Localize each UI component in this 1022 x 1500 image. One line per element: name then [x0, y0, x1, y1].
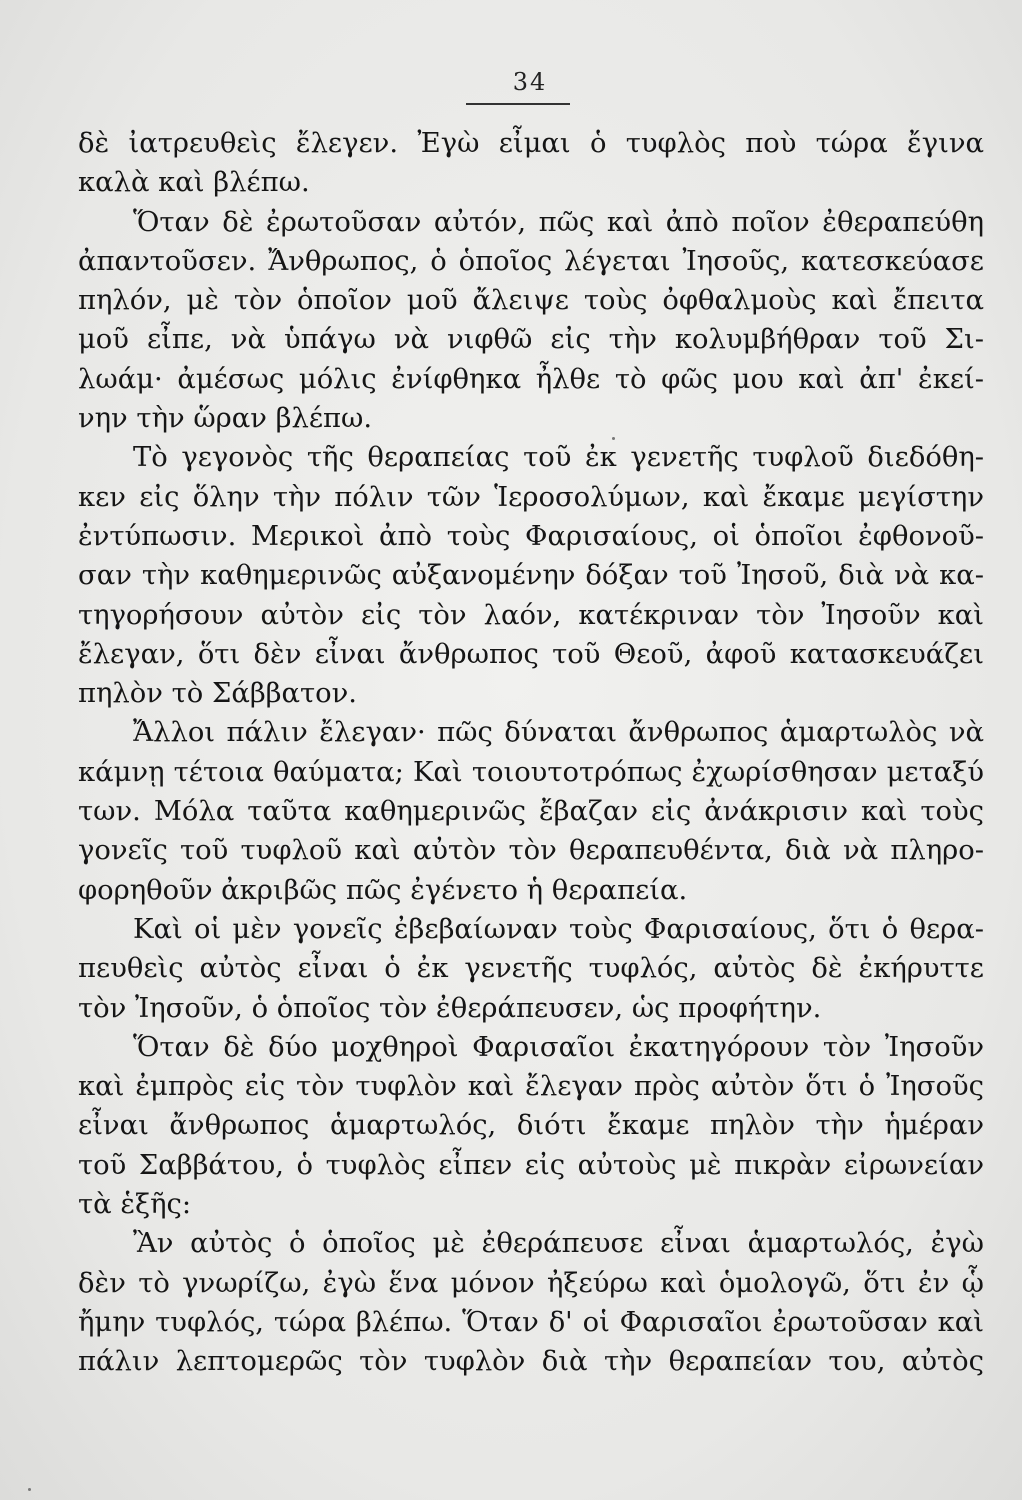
text-line: νην τὴν ὥραν βλέπω.: [78, 403, 373, 435]
text-line: πευθεὶς αὐτὸς εἶναι ὁ ἐκ γενετῆς τυφλός, αὐτὸς δὲ ἐκήρυττε: [78, 953, 984, 985]
paper-speck: [28, 1488, 31, 1491]
text-line: φορηθοῦν ἀκριβῶς πῶς ἐγένετο ἡ θεραπεία.: [78, 874, 688, 906]
page-number: 34: [512, 68, 548, 96]
text-line: καὶ ἐμπρὸς εἰς τὸν τυφλὸν καὶ ἔλεγαν πρὸς αὐτὸν ὅτι ὁ Ἰησοῦς: [78, 1071, 984, 1103]
text-line: δὲ ἰατρευθεὶς ἔλεγεν. Ἐγὼ εἶμαι ὁ τυφλὸς ποὺ τώρα ἔγινα: [78, 128, 984, 159]
text-line: Ἄλλοι πάλιν ἔλεγαν· πῶς δύναται ἄνθρωπος ἁμαρτωλὸς νὰ: [133, 717, 984, 749]
text-line: Καὶ οἱ μὲν γονεῖς ἐβεβαίωναν τοὺς Φαρισαίους, ὅτι ὁ θερα-: [133, 913, 984, 945]
text-line: ἔλεγαν, ὅτι δὲν εἶναι ἄνθρωπος τοῦ Θεοῦ, ἀφοῦ κατασκευάζει: [78, 638, 984, 670]
text-line: πηλόν, μὲ τὸν ὁποῖον μοῦ ἄλειψε τοὺς ὀφθαλμοὺς καὶ ἔπειτα: [78, 285, 984, 317]
text-line: Τὸ γεγονὸς τῆς θεραπείας τοῦ ἐκ γενετῆς τυφλοῦ διεδόθη-: [133, 442, 984, 474]
text-line: πάλιν λεπτομερῶς τὸν τυφλὸν διὰ τὴν θεραπείαν του, αὐτὸς: [78, 1346, 984, 1378]
text-line: μοῦ εἶπε, νὰ ὑπάγω νὰ νιφθῶ εἰς τὴν κολυμβήθραν τοῦ Σι-: [78, 324, 984, 356]
text-line: σαν τὴν καθημερινῶς αὐξανομένην δόξαν τοῦ Ἰησοῦ, διὰ νὰ κα-: [78, 560, 984, 592]
text-line: κεν εἰς ὅλην τὴν πόλιν τῶν Ἱεροσολύμων, καὶ ἔκαμε μεγίστην: [78, 481, 984, 513]
text-line: γονεῖς τοῦ τυφλοῦ καὶ αὐτὸν τὸν θεραπευθέντα, διὰ νὰ πληρο-: [78, 835, 984, 867]
text-line: πηλὸν τὸ Σάββατον.: [78, 678, 358, 710]
text-line: εἶναι ἄνθρωπος ἁμαρτωλός, διότι ἔκαμε πηλὸν τὴν ἡμέραν: [78, 1110, 984, 1142]
header-rule: [466, 103, 570, 105]
text-line: τὰ ἑξῆς:: [78, 1189, 192, 1221]
text-line: τὸν Ἰησοῦν, ὁ ὁποῖος τὸν ἐθεράπευσεν, ὡς προφήτην.: [78, 992, 822, 1024]
text-line: των. Μόλα ταῦτα καθημερινῶς ἔβαζαν εἰς ἀνάκρισιν καὶ τοὺς: [78, 796, 984, 828]
text-line: ἤμην τυφλός, τώρα βλέπω. Ὅταν δ' οἱ Φαρισαῖοι ἐρωτοῦσαν καὶ: [78, 1306, 984, 1338]
text-line: ἐντύπωσιν. Μερικοὶ ἀπὸ τοὺς Φαρισαίους, οἱ ὁποῖοι ἐφθονοῦ-: [78, 520, 984, 552]
body-text: [78, 124, 984, 1382]
paper-speck: [612, 437, 615, 440]
text-line: Ὅταν δὲ ἐρωτοῦσαν αὐτόν, πῶς καὶ ἀπὸ ποῖον ἐθεραπεύθη: [133, 206, 984, 238]
text-line: λωάμ· ἀμέσως μόλις ἐνίφθηκα ἦλθε τὸ φῶς μου καὶ ἀπ' ἐκεί-: [78, 363, 984, 395]
text-line: κάμνῃ τέτοια θαύματα; Καὶ τοιουτοτρόπως ἐχωρίσθησαν μεταξύ: [78, 756, 984, 788]
text-line: ἀπαντοῦσεν. Ἄνθρωπος, ὁ ὁποῖος λέγεται Ἰησοῦς, κατεσκεύασε: [78, 245, 984, 277]
text-line: Ὅταν δὲ δύο μοχθηροὶ Φαρισαῖοι ἐκατηγόρουν τὸν Ἰησοῦν: [133, 1031, 984, 1063]
text-line: Ἂν αὐτὸς ὁ ὁποῖος μὲ ἐθεράπευσε εἶναι ἁμαρτωλός, ἐγὼ: [133, 1228, 984, 1260]
text-line: τοῦ Σαββάτου, ὁ τυφλὸς εἶπεν εἰς αὐτοὺς μὲ πικρὰν εἰρωνείαν: [78, 1149, 984, 1181]
text-line: τηγορήσουν αὐτὸν εἰς τὸν λαόν, κατέκριναν τὸν Ἰησοῦν καὶ: [78, 599, 984, 631]
text-line: καλὰ καὶ βλέπω.: [78, 167, 310, 199]
text-line: δὲν τὸ γνωρίζω, ἐγὼ ἕνα μόνον ἠξεύρω καὶ ὁμολογῶ, ὅτι ἐν ᾧ: [78, 1267, 984, 1299]
